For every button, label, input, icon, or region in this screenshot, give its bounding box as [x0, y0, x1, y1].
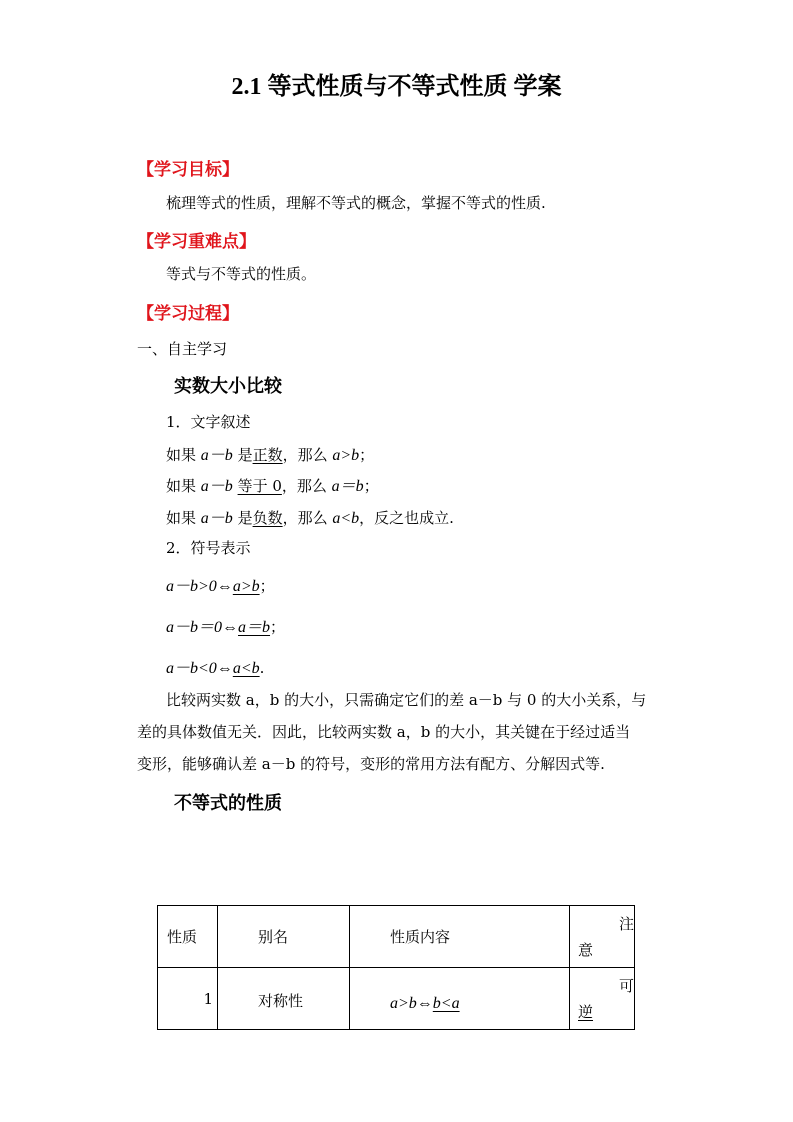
item1-title: 1．文字叙述	[166, 413, 251, 431]
row-alias: 对称性	[218, 968, 350, 1030]
row-content: a>b⇔b<a	[350, 968, 570, 1030]
keypoints-text: 等式与不等式的性质。	[166, 265, 317, 283]
item2-title: 2．符号表示	[166, 539, 251, 557]
symbol-line-less: a－b<0⇔a<b.	[166, 659, 265, 677]
row-note-top: 可	[618, 976, 634, 995]
paragraph-line-1: 比较两实数 a，b 的大小，只需确定它们的差 a－b 与 0 的大小关系，与	[166, 691, 647, 709]
table-row	[158, 968, 635, 1030]
rule-line-positive: 如果 a－b 是正数，那么 a>b；	[166, 446, 375, 464]
row-note	[570, 968, 635, 1030]
symbol-line-equal: a－b＝0⇔a＝b；	[166, 618, 286, 636]
row-number: 1	[158, 968, 218, 1030]
page-title: 2.1 等式性质与不等式性质 学案	[231, 74, 562, 100]
keypoints-heading: 【学习重难点】	[137, 232, 256, 252]
header-property: 性质	[158, 906, 218, 968]
header-note-bottom: 意	[578, 940, 594, 959]
header-note-top: 注	[618, 914, 634, 933]
properties-table	[157, 905, 635, 1030]
table-header-row	[158, 906, 635, 968]
header-note	[570, 906, 635, 968]
objective-text: 梳理等式的性质，理解不等式的概念，掌握不等式的性质.	[166, 194, 546, 212]
process-heading: 【学习过程】	[137, 304, 239, 324]
rule-line-zero: 如果 a－b 等于 0，那么 a＝b；	[166, 477, 379, 495]
symbol-line-greater: a－b>0⇔a>b；	[166, 577, 275, 595]
rule-line-negative: 如果 a－b 是负数，那么 a<b，反之也成立.	[166, 509, 454, 527]
row-note-bottom: 逆	[578, 1002, 594, 1021]
properties-subheading: 不等式的性质	[174, 793, 282, 814]
comparison-subheading: 实数大小比较	[174, 376, 282, 397]
paragraph-line-2: 差的具体数值无关．因此，比较两实数 a，b 的大小，其关键在于经过适当	[137, 723, 631, 741]
part1-heading: 一、自主学习	[137, 340, 228, 358]
header-alias: 别名	[218, 906, 350, 968]
header-content: 性质内容	[350, 906, 570, 968]
paragraph-line-3: 变形，能够确认差 a－b 的符号，变形的常用方法有配方、分解因式等.	[137, 755, 605, 773]
objective-heading: 【学习目标】	[137, 160, 239, 180]
